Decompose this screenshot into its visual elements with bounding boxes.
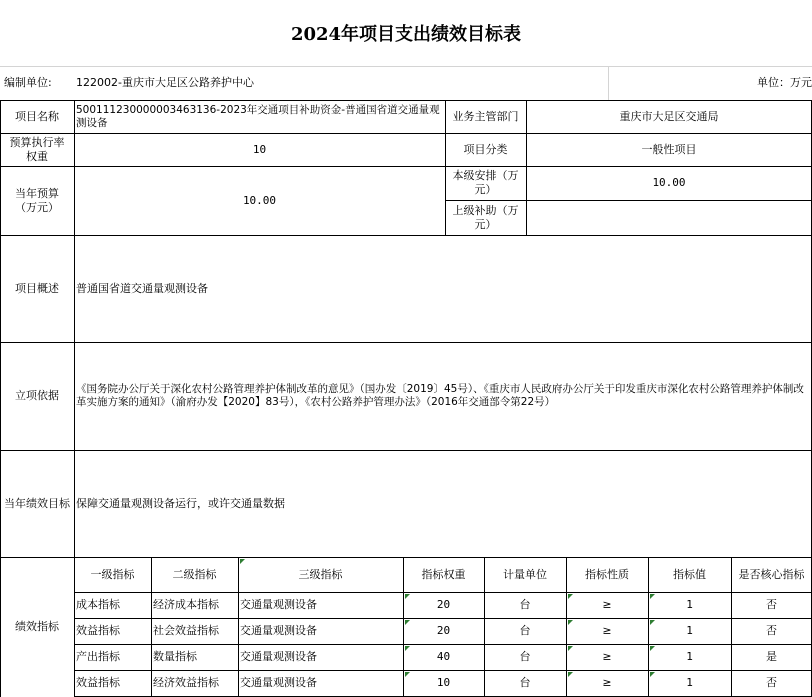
table-row-0-core: 否: [766, 598, 777, 611]
ind-header-l3: 三级指标: [298, 567, 343, 581]
project-name-value: 500111230000003463136-2023年交通项目补助资金-普通国省道交通量观测设备: [76, 103, 440, 129]
table-row-3-l3: 交通量观测设备: [240, 676, 317, 689]
ind-header-core: 是否核心指标: [738, 567, 805, 581]
table-row-3-l2: 经济效益指标: [153, 676, 219, 689]
table-row-0-value: 1: [686, 598, 693, 611]
perf-label: 绩效指标: [15, 620, 59, 633]
table-row-3-unit: 台: [519, 676, 531, 689]
ind-header-value: 指标值: [673, 567, 706, 581]
table-row-1-unit: 台: [519, 624, 531, 637]
upper-funding-value: [526, 200, 812, 235]
unit-label: 编制单位:: [4, 76, 52, 89]
table-row-3-core: 否: [766, 676, 777, 689]
table-row-1-value: 1: [686, 624, 693, 637]
local-funding-value: 10.00: [652, 176, 686, 189]
exec-weight-value: 10: [252, 142, 267, 156]
table-row-2-core: 是: [766, 650, 777, 663]
overview-label: 项目概述: [15, 281, 59, 295]
category-value: 一般性项目: [641, 142, 697, 156]
table-row-1-l1: 效益指标: [76, 624, 120, 637]
ind-header-l2: 二级指标: [172, 567, 217, 581]
table-row-1-l3: 交通量观测设备: [240, 624, 317, 637]
budget-value: 10.00: [242, 193, 277, 207]
category-label: 项目分类: [463, 142, 508, 156]
table-row-2-l1: 产出指标: [76, 650, 120, 663]
table-row-2-nature: ≥: [602, 650, 612, 663]
table-row-1-weight: 20: [436, 624, 451, 637]
overview-value: 普通国省道交通量观测设备: [76, 281, 208, 295]
table-row-2-l2: 数量指标: [153, 650, 197, 663]
budget-label: 当年预算（万元）: [15, 186, 59, 214]
table-row-1-l2: 社会效益指标: [153, 624, 219, 637]
table-row-0-nature: ≥: [602, 598, 612, 611]
basis-value: 《国务院办公厅关于深化农村公路管理养护体制改革的意见》（国办发〔2019〕45号）、《重庆市人民政府办公厅关于印发重庆市深化农村公路管理养护体制改革实施方案的通知》（渝府办发【2020】83号），《农村公路养护管理办法》（2016年交通部令第22号）: [76, 383, 804, 408]
goal-value: 保障交通量观测设备运行，或许交通量数据: [76, 496, 285, 510]
table-row-3-nature: ≥: [602, 676, 612, 689]
dept-value: 重庆市大足区交通局: [619, 109, 719, 123]
table-row-0-l2: 经济成本指标: [153, 598, 219, 611]
local-funding-label: 本级安排（万元）: [452, 169, 519, 196]
money-unit: 单位：万元: [757, 76, 812, 89]
table-row-3-l1: 效益指标: [76, 676, 120, 689]
upper-funding-label: 上级补助（万元）: [452, 203, 519, 231]
ind-header-unit: 计量单位: [503, 567, 547, 581]
table-row-1-nature: ≥: [602, 624, 612, 637]
table-row-2-l3: 交通量观测设备: [240, 650, 317, 663]
ind-header-nature: 指标性质: [585, 567, 629, 581]
table-row-3-value: 1: [686, 676, 693, 689]
sheet-title: 2024年项目支出绩效目标表: [290, 24, 522, 45]
table-row-2-unit: 台: [519, 650, 531, 663]
unit-value: 122002-重庆市大足区公路养护中心: [76, 76, 254, 89]
table-row-0-l1: 成本指标: [76, 598, 120, 611]
table-row-0-weight: 20: [436, 598, 451, 611]
basis-label: 立项依据: [15, 389, 59, 402]
exec-weight-label: 预算执行率权重: [9, 135, 65, 163]
table-row-2-value: 1: [686, 650, 693, 663]
table-row-0-unit: 台: [519, 598, 531, 611]
table-row-0-l3: 交通量观测设备: [240, 598, 317, 611]
table-row-3-weight: 10: [436, 676, 451, 689]
goal-label: 当年绩效目标: [4, 496, 70, 510]
table-row-2-weight: 40: [436, 650, 451, 663]
dept-label: 业务主管部门: [452, 109, 519, 123]
ind-header-weight: 指标权重: [421, 567, 466, 581]
ind-header-l1: 一级指标: [90, 567, 135, 581]
table-row-1-core: 否: [766, 624, 777, 637]
project-name-label: 项目名称: [15, 109, 59, 123]
